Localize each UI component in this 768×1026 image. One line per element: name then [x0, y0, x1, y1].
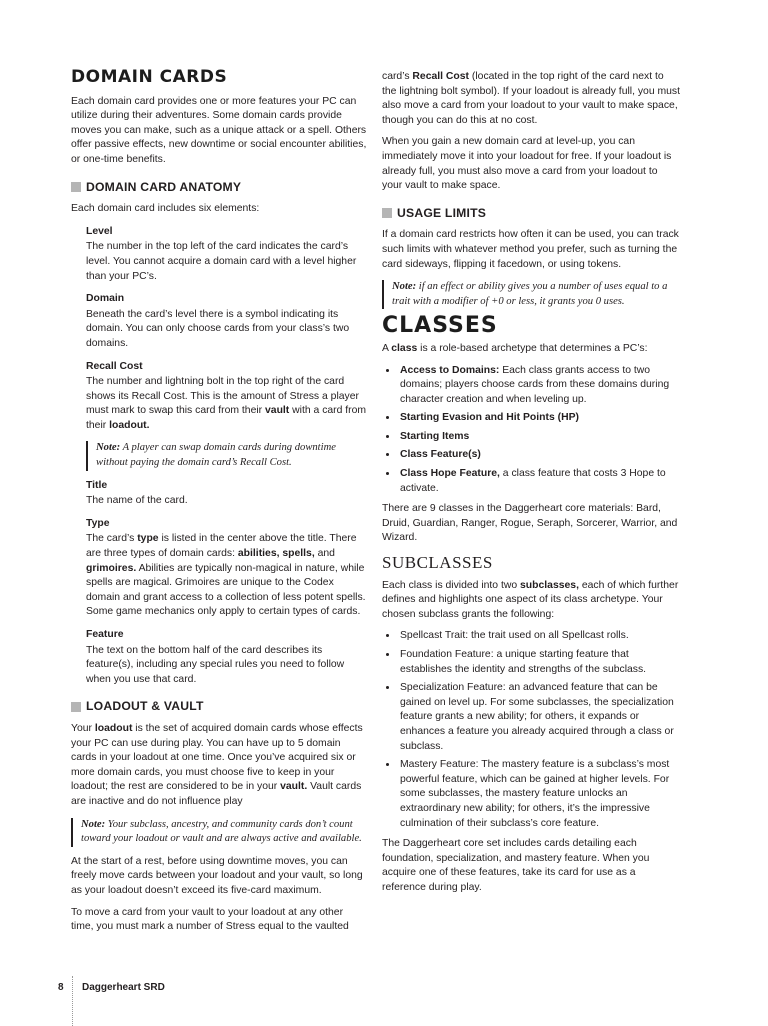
domain-title: Domain [86, 293, 125, 305]
list-item-bold: Starting Items [400, 430, 470, 442]
type-text [86, 532, 367, 620]
classes-intro-part: is a role-based archetype that determines a PC’s: [417, 342, 648, 354]
anatomy-intro: Each domain card includes six elements: [71, 203, 260, 215]
subclasses-heading: SUBCLASSES [382, 553, 493, 573]
list-item-text: Each class grants access to two domains; players choose cards from these domains during character creation and when leveling up. [400, 364, 670, 405]
type-text-part: Abilities are typically non-magical in nature, while spells are magical. Grimoires are unique to the Codex domain and grant access to a collection of less potent spells. Some game mechanics only apply to certain types of cards. [86, 562, 366, 618]
list-item: • Mastery Feature: The mastery feature is a subclass’s most powerful feature, which can be gained at higher levels. For some subclasses, the mastery feature unlocks an extraordinary new ability; for others, it’s the impressive culmination of their subclass’s core feature. [398, 758, 680, 831]
note-usage [382, 280, 680, 309]
anatomy-heading-text: DOMAIN CARD ANATOMY [86, 179, 242, 194]
list-item [398, 364, 680, 408]
subclasses-intro [382, 579, 680, 623]
list-item: • Specialization Feature: an advanced feature that can be gained on level up. For some subclasses, the specialization feature grants a new ability; for others, it expands or enhances a feature you already acquired through a class or subclass. [398, 681, 680, 754]
usage-text: If a domain card restricts how often it can be used, you can track such limits with whatever method you prefer, such as turning the card sideways, flipping it facedown, or using tokens. [382, 229, 679, 270]
title-text: The name of the card. [86, 495, 188, 507]
classes-intro-part: A [382, 342, 392, 354]
list-item: • Foundation Feature: a unique starting feature that establishes the identity and strengths of the subclass. [398, 648, 680, 677]
rest-text: At the start of a rest, before using downtime moves, you can freely move cards between your loadout and your vault, so long as your loadout doesn’t exceed its five-card maximum. [71, 855, 363, 896]
list-item [398, 411, 680, 426]
level-title: Level [86, 225, 113, 237]
subclasses-term: subclasses, [520, 579, 579, 591]
list-item-bold: Class Hope Feature, [400, 468, 500, 480]
heading-square-icon [71, 182, 81, 192]
page-footer [58, 982, 165, 993]
level-text: The number in the top left of the card indicates the card’s level. You cannot acquire a domain card with a level higher than your PC’s. [86, 241, 357, 282]
loadout-heading [71, 699, 367, 714]
note-label: Note: [392, 281, 417, 293]
subclasses-intro-part: each of which further defines and highlights one aspect of its class archetype. Your chosen subclass grants the following: [382, 579, 679, 620]
loadout-term: loadout [94, 722, 133, 734]
recall-cost-term: Recall Cost [412, 71, 470, 82]
anatomy-heading [71, 180, 367, 195]
recall-text-part: The number and lightning bolt in the top right of the card shows its Recall Cost. This is the amount of Stress a player must mark to swap this card from their [86, 376, 359, 417]
loadout-text [71, 722, 367, 810]
footer-divider [72, 976, 73, 1026]
classes-count-text: There are 9 classes in the Daggerheart core materials: Bard, Druid, Guardian, Ranger, Rogue, Seraph, Sorcerer, Warrior, and Wizard. [382, 503, 678, 544]
note-subclass [71, 818, 367, 847]
list-item-text: a class feature that costs 3 Hope to activate. [400, 468, 666, 494]
subclasses-intro-part: Each class is divided into two [382, 579, 521, 591]
feature-title: Feature [86, 629, 124, 640]
list-item [398, 430, 680, 445]
usage-heading-text: USAGE LIMITS [397, 205, 487, 220]
recall-text-part: with a card from their [86, 405, 367, 431]
type-text-part: The card’s [86, 533, 138, 545]
right-column [382, 70, 680, 903]
list-item-bold: Class Feature(s) [400, 449, 481, 461]
loadout-text-part: Your [71, 722, 95, 734]
class-list [382, 364, 680, 497]
heading-square-icon [71, 702, 81, 712]
type-text-part: is listed in the center above the title. There are three types of domain cards: [86, 533, 357, 560]
type-text-part: and [314, 548, 335, 560]
move-text: To move a card from your vault to your loadout at any other time, you must mark a number of Stress equal to the vaulted [71, 906, 349, 933]
core-set-text: The Daggerheart core set includes cards detailing each foundation, specialization, and mastery feature. When you acquire one of these features, take its card for use as a reference during play. [382, 838, 650, 893]
class-term: class [391, 342, 418, 354]
list-item [398, 448, 680, 463]
heading-square-icon [382, 208, 392, 218]
recall-loadout-term: loadout. [109, 419, 150, 431]
loadout-text-part: Vault cards are inactive and do not influence play [71, 781, 362, 807]
note-text: if an effect or ability gives you a number of uses equal to a trait with a modifier of +0 or less, it grants you 0 uses. [392, 281, 668, 307]
footer-title: Daggerheart SRD [82, 982, 165, 993]
abilities-spells-term: abilities, spells, [237, 548, 315, 560]
recall-continued-text [382, 70, 680, 128]
left-column [71, 64, 367, 942]
cont-text-part: (located in the top right of the card next to the lightning bolt symbol). If your loadout is already full, you must also move a card from your loadout to your vault to make space, though you can do this at no cost. [382, 71, 681, 126]
list-item [398, 467, 680, 496]
recall-cost-text [86, 375, 367, 433]
cont-text-part: card’s [382, 71, 413, 82]
note-recall [86, 441, 367, 470]
recall-cost-title: Recall Cost [86, 360, 143, 372]
note-label: Note: [81, 818, 106, 830]
vault-term: vault. [280, 781, 308, 793]
list-item-bold: Starting Evasion and Hit Points (HP) [400, 412, 579, 424]
list-item: • Spellcast Trait: the trait used on all Spellcast rolls. [398, 629, 680, 644]
note-text: A player can swap domain cards during downtime without paying the domain card’s Recall Cost. [96, 442, 336, 469]
levelup-text: When you gain a new domain card at level-up, you can immediately move it into your loadout for free. If your loadout is already full, you must also move a card from your loadout to your vault to make space. [382, 136, 672, 192]
loadout-text-part: is the set of acquired domain cards whose effects your PC can use during play. You can have up to 5 domain cards in your loadout at one time. Once you’ve acquired six or more domain cards, you must choose five to keep in your loadout; the rest are considered to be in your [71, 722, 363, 793]
domain-text: Beneath the card’s level there is a symbol indicating its domain. You can only choose cards from your class’s two domains. [86, 308, 350, 349]
anatomy-elements [71, 225, 367, 434]
title-title: Title [86, 479, 108, 491]
recall-vault-term: vault [265, 405, 290, 417]
feature-text: The text on the bottom half of the card describes its feature(s), including any special rules you need to follow when you use that card. [86, 644, 345, 685]
classes-heading: CLASSES [382, 313, 498, 339]
type-title: Type [86, 517, 110, 529]
subclass-list [382, 629, 680, 831]
page-number: 8 [58, 982, 64, 993]
usage-heading [382, 206, 680, 221]
domain-cards-heading: DOMAIN CARDS [71, 67, 228, 87]
note-label: Note: [96, 442, 121, 454]
classes-intro [382, 342, 680, 357]
anatomy-elements-2 [71, 479, 367, 688]
list-item-bold: Access to Domains: [400, 364, 500, 376]
domain-cards-intro: Each domain card provides one or more features your PC can utilize during their adventures. Some domain cards provide moves you can make, such as a unique attack or a spell. Others offer passive effects, new downtime or social encounter abilities, or one-time benefits. [71, 95, 367, 165]
grimoires-term: grimoires. [86, 562, 137, 574]
note-text: Your subclass, ancestry, and community cards don’t count toward your loadout or vault and are always active and available. [81, 818, 362, 845]
loadout-heading-text: LOADOUT & VAULT [86, 699, 204, 714]
type-term: type [137, 533, 159, 545]
